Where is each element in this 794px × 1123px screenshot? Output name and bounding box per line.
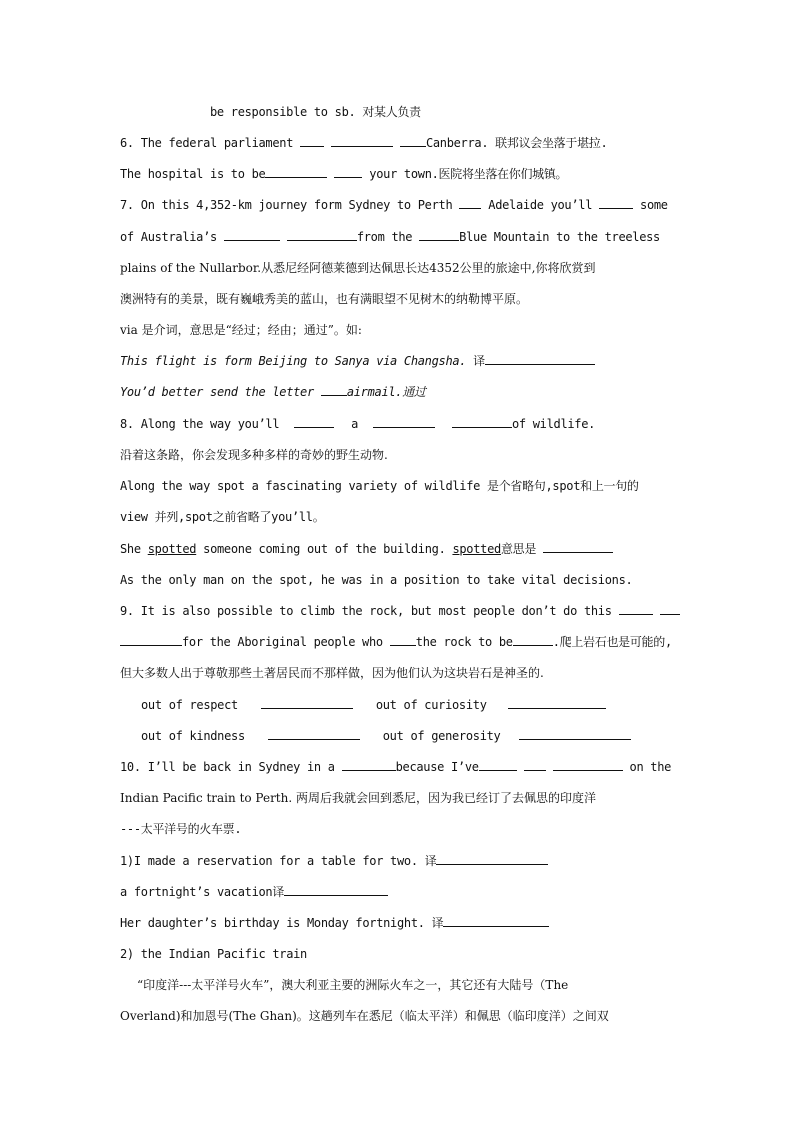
fill-blank[interactable] <box>443 914 549 927</box>
fill-blank[interactable] <box>508 696 606 709</box>
fill-blank[interactable] <box>419 228 459 241</box>
text-segment: of wildlife. <box>511 417 596 431</box>
text-segment: 9. It is also possible to climb the rock, but most people don’t do this <box>120 604 612 618</box>
text-segment: 译 <box>473 354 485 368</box>
text-line <box>120 537 680 561</box>
text-line <box>120 349 680 373</box>
fill-blank[interactable] <box>294 415 334 428</box>
fill-blank[interactable] <box>599 196 633 209</box>
text-segment: 2) the Indian Pacific train <box>120 947 307 961</box>
text-segment: This flight is form Beijing to Sanya via Changsha. <box>120 354 467 368</box>
text-segment: 意思是 <box>500 542 537 556</box>
fill-blank[interactable] <box>553 758 623 771</box>
underlined-word: spotted <box>147 542 197 556</box>
text-line <box>141 693 701 717</box>
text-segment: As the only man on the spot, he was in a position to take vital decisions. <box>120 573 633 587</box>
text-segment: a <box>351 417 359 431</box>
text-segment: Along the way spot a fascinating variety of wildlife 是个省略句,spot和上一句的 <box>120 479 639 493</box>
text-segment: airmail.通过 <box>346 385 426 399</box>
text-line <box>120 162 680 186</box>
fill-blank[interactable] <box>543 540 613 553</box>
text-segment: 1)I made a reservation for a table for two. <box>120 854 418 868</box>
text-line <box>120 849 680 873</box>
text-segment: 沿着这条路，你会发现多种多样的奇妙的野生动物. <box>120 448 388 462</box>
text-line <box>120 630 680 654</box>
fill-blank[interactable] <box>390 633 416 646</box>
text-segment: be responsible to sb. 对某人负责 <box>210 105 421 119</box>
text-segment: because I’ve <box>395 760 479 774</box>
text-segment: via 是介词，意思是“经过；经由；通过”。如: <box>120 323 362 337</box>
text-segment: 译 <box>424 854 437 868</box>
text-line <box>120 256 680 280</box>
text-segment: 澳洲特有的美景，既有巍峨秀美的蓝山，也有满眼望不见树木的纳勒博平原。 <box>120 292 529 306</box>
text-segment: plains of the Nullarbor.从悉尼经阿德莱德到达佩思长达4352公里的旅途中,你将欣赏到 <box>120 261 596 275</box>
text-line <box>120 474 680 498</box>
fill-blank[interactable] <box>342 758 396 771</box>
text-segment: Overland)和加恩号(The Ghan)。这趟列车在悉尼（临太平洋）和佩思（临印度洋）之间双 <box>120 1009 609 1023</box>
text-line <box>120 911 680 935</box>
text-segment: 译 <box>431 916 444 930</box>
fill-blank[interactable] <box>485 352 595 365</box>
text-segment: Canberra. 联邦议会坐落于堪拉. <box>425 136 608 150</box>
text-segment: out of curiosity <box>375 698 487 712</box>
text-line <box>137 973 680 997</box>
text-segment: someone coming out of the building. <box>203 542 446 556</box>
text-segment: .爬上岩石也是可能的, <box>552 635 672 649</box>
fill-blank[interactable] <box>452 415 512 428</box>
fill-blank[interactable] <box>287 228 357 241</box>
fill-blank[interactable] <box>373 415 435 428</box>
fill-blank[interactable] <box>300 134 324 147</box>
fill-blank[interactable] <box>331 134 393 147</box>
fill-blank[interactable] <box>268 727 360 740</box>
text-segment: 8. Along the way you’ll <box>120 417 280 431</box>
text-line <box>120 443 680 467</box>
text-line <box>120 661 680 685</box>
text-segment: out of kindness <box>141 729 245 743</box>
text-segment: She <box>120 542 141 556</box>
text-segment: view 并列,spot之前省略了you’ll。 <box>120 510 325 524</box>
text-segment: Adelaide you’ll <box>488 198 593 212</box>
text-segment: “印度洋---太平洋号火车”，澳大利亚主要的洲际火车之一，其它还有大陆号（The <box>137 978 569 992</box>
text-segment: of Australia’s <box>120 230 217 244</box>
text-line <box>120 755 680 779</box>
text-line <box>120 412 680 436</box>
text-segment: 6. The federal parliament <box>120 136 294 150</box>
text-line <box>120 380 680 404</box>
fill-blank[interactable] <box>321 383 347 396</box>
text-segment: 译 <box>272 885 285 899</box>
text-segment: from the <box>356 230 413 244</box>
text-line <box>120 193 680 217</box>
fill-blank[interactable] <box>619 602 653 615</box>
underlined-word: spotted <box>452 542 501 556</box>
text-segment: The hospital is to be <box>120 167 266 181</box>
text-line <box>210 100 770 124</box>
text-segment: 但大多数人出于尊敬那些土著居民而不那样做，因为他们认为这块岩石是神圣的. <box>120 666 544 680</box>
text-segment: some <box>640 198 668 212</box>
fill-blank[interactable] <box>120 633 182 646</box>
fill-blank[interactable] <box>261 696 353 709</box>
fill-blank[interactable] <box>436 852 548 865</box>
text-line <box>120 817 680 841</box>
text-line <box>120 599 680 623</box>
text-segment: for the Aboriginal people who <box>182 635 383 649</box>
fill-blank[interactable] <box>660 602 680 615</box>
text-line <box>120 1004 680 1028</box>
text-line <box>120 505 680 529</box>
fill-blank[interactable] <box>284 883 388 896</box>
fill-blank[interactable] <box>479 758 517 771</box>
text-line <box>120 880 680 904</box>
text-segment: 7. On this 4,352-km journey form Sydney to Perth <box>120 198 453 212</box>
text-segment: You’d better send the letter <box>120 385 314 399</box>
text-line <box>120 225 680 249</box>
fill-blank[interactable] <box>265 165 327 178</box>
fill-blank[interactable] <box>513 633 553 646</box>
fill-blank[interactable] <box>400 134 426 147</box>
text-line <box>120 568 680 592</box>
text-segment: on the <box>629 760 672 774</box>
fill-blank[interactable] <box>519 727 631 740</box>
fill-blank[interactable] <box>459 196 481 209</box>
fill-blank[interactable] <box>524 758 546 771</box>
text-line <box>120 942 680 966</box>
text-line <box>120 318 680 342</box>
text-segment: your town.医院将坐落在你们城镇。 <box>369 167 568 181</box>
text-line <box>120 287 680 311</box>
text-segment: out of respect <box>141 698 238 712</box>
text-segment: Blue Mountain to the treeless <box>459 230 660 244</box>
fill-blank[interactable] <box>334 165 362 178</box>
text-segment: Her daughter’s birthday is Monday fortnight. <box>120 916 425 930</box>
text-line <box>141 724 701 748</box>
text-segment: out of generosity <box>382 729 501 743</box>
text-segment: the rock to be <box>415 635 513 649</box>
text-segment: Indian Pacific train to Perth. 两周后我就会回到悉尼，因为我已经订了去佩思的印度洋 <box>120 791 596 805</box>
text-line <box>120 131 680 155</box>
fill-blank[interactable] <box>224 228 280 241</box>
text-segment: 10. I’ll be back in Sydney in a <box>120 760 335 774</box>
text-segment: a fortnight’s vacation <box>120 885 273 899</box>
text-line <box>120 786 680 810</box>
text-segment: ---太平洋号的火车票. <box>120 822 242 836</box>
